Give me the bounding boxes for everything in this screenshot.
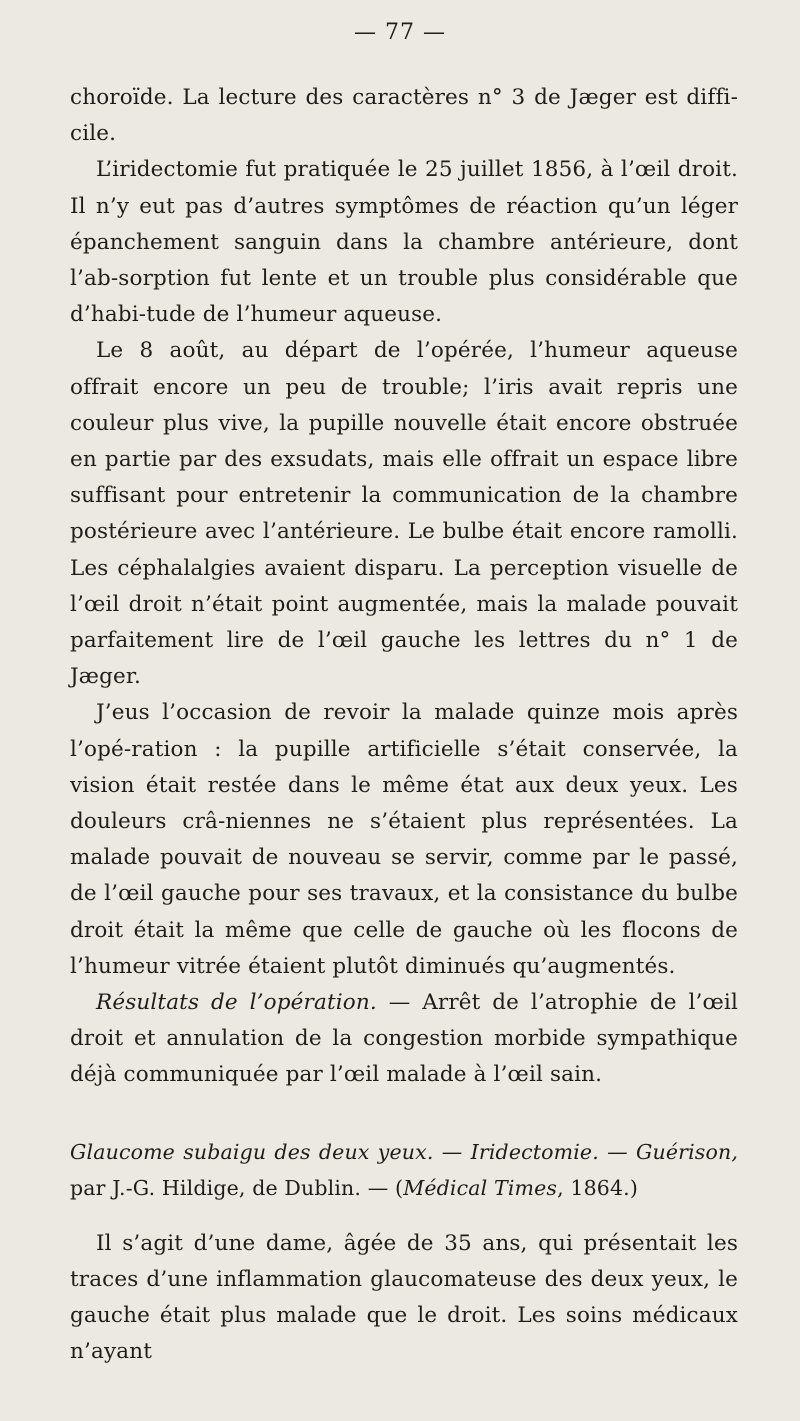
section-source-rest: , 1864.) xyxy=(557,1175,638,1200)
section-title-rest: par J.-G. Hildige, de Dublin. — ( xyxy=(70,1175,404,1200)
paragraph-iridectomie: L’iridectomie fut pratiquée le 25 juillet 1856, à l’œil droit. Il n’y eut pas d’autres symptômes de réaction qu’un léger épanchement sanguin dans la chambre antérieure, dont l’ab-sorption fut lente et un trouble plus considérable que d’habi-tude de l’humeur aqueuse. xyxy=(70,157,738,328)
paragraph-resultats xyxy=(70,985,738,1094)
paragraph-dame: Il s’agit d’une dame, âgée de 35 ans, qui présentait les traces d’une inflammation glaucomateuse des deux yeux, le gauche était plus malade que le droit. Les soins médicaux n’ayant xyxy=(70,1230,738,1365)
paragraph-8-aout: Le 8 août, au départ de l’opérée, l’humeur aqueuse offrait encore un peu de trouble; l’iris avait repris une couleur plus vive, la pupille nouvelle était encore obstruée en partie par des exsudats, mais elle offrait un espace libre suffisant pour entretenir la communication de la chambre postérieure avec l’antérieure. Le bulbe était encore ramolli. Les céphalalgies avaient disparu. La perception visuelle de l’œil droit n’était point augmentée, mais la malade pouvait parfaitement lire de l’œil gauche les lettres du n° 1 de Jæger. xyxy=(70,338,738,690)
section-title-italic: Glaucome subaigu des deux yeux. — Iridectomie. — Guérison, xyxy=(70,1139,738,1164)
resultats-text: — Arrêt de l’atrophie de l’œil droit et annulation de la congestion morbide sympathique déjà communiquée par l’œil malade à l’œil sain. xyxy=(70,990,738,1088)
page-number: — 77 — xyxy=(354,20,446,45)
section-heading xyxy=(70,1134,738,1206)
resultats-label: Résultats de l’opération. xyxy=(96,990,377,1016)
section-source-italic: Médical Times xyxy=(403,1175,558,1200)
paragraph-revoir-malade: J’eus l’occasion de revoir la malade quinze mois après l’opé-ration : la pupille artificielle s’était conservée, la vision était restée dans le même état aux deux yeux. Les douleurs crâ-niennes ne s’étaient plus représentées. La malade pouvait de nouveau se servir, comme par le passé, de l’œil gauche pour ses travaux, et la consistance du bulbe droit était la même que celle de gauche où les flocons de l’humeur vitrée étaient plutôt diminués qu’augmentés. xyxy=(70,700,738,979)
paragraph-choroide: choroïde. La lecture des caractères n° 3 de Jæger est diffi-cile. xyxy=(70,85,738,147)
